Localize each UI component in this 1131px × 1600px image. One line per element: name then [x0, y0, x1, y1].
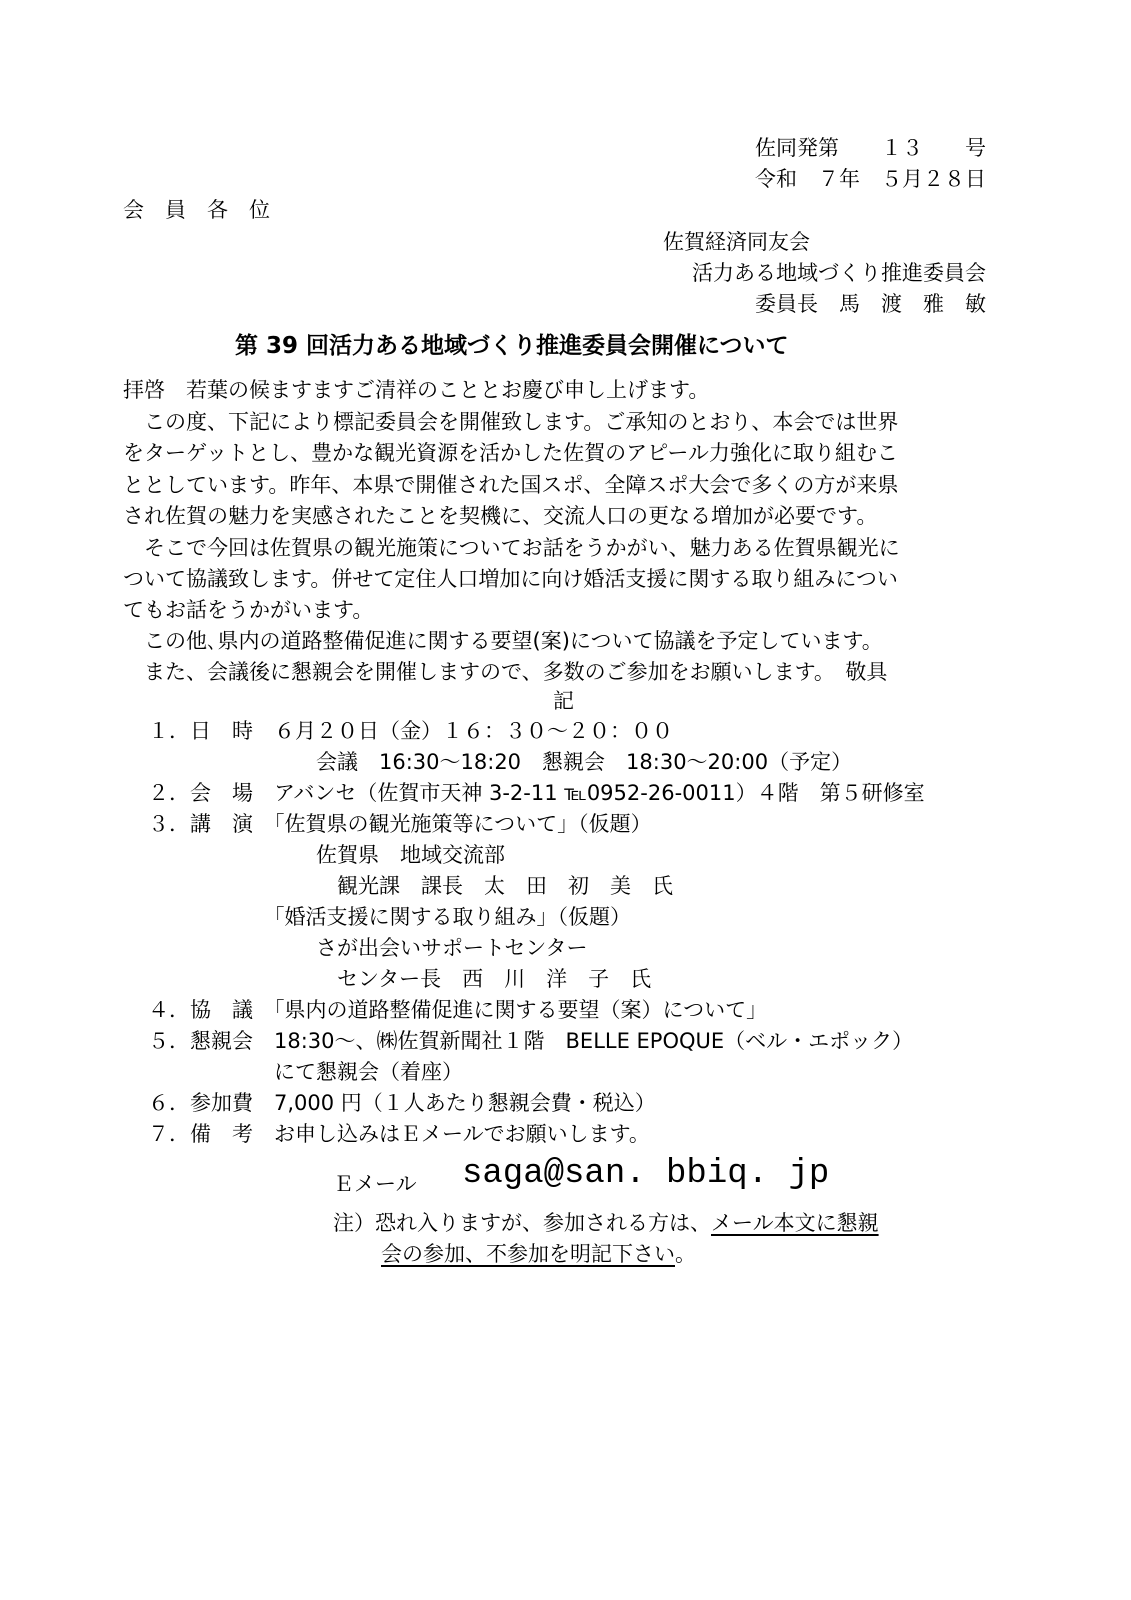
- addressee: 会 員 各 位: [123, 198, 270, 222]
- list-item: センター長 西 川 洋 子 氏: [148, 967, 652, 991]
- list-item: さが出会いサポートセンター: [148, 936, 588, 960]
- ki-heading: 記: [553, 689, 574, 713]
- note-suffix: 。: [675, 1242, 696, 1266]
- sender-chair: 委員長 馬 渡 雅 敏: [755, 292, 986, 316]
- list-item: ６．参加費 7,000 円（１人あたり懇親会費・税込）: [148, 1091, 656, 1115]
- body-line: 拝啓 若葉の候ますますご清祥のこととお慶び申し上げます。: [123, 378, 710, 402]
- list-item: 佐賀県 地域交流部: [148, 843, 505, 867]
- list-item: ７．備 考 お申し込みはＥメールでお願いします。: [148, 1122, 650, 1146]
- body-line: また、会議後に懇親会を開催しますので、多数のご参加をお願いします。 敬具: [123, 660, 888, 684]
- body-line: この他､県内の道路整備促進に関する要望(案)について協議を予定しています。: [123, 629, 883, 653]
- note-underlined-1: メール本文に懇親: [711, 1211, 879, 1235]
- body-line: この度、下記により標記委員会を開催致します。ご承知のとおり、本会では世界: [123, 410, 899, 434]
- document-date: 令和 ７年 ５月２８日: [755, 167, 986, 191]
- body-line: をターゲットとし、豊かな観光資源を活かした佐賀のアピール力強化に取り組むこ: [123, 441, 898, 465]
- note-line-2: [381, 1238, 696, 1270]
- body-line: てもお話をうかがいます。: [123, 598, 374, 622]
- list-item: ３．講 演 「佐賀県の観光施策等について」（仮題）: [148, 812, 652, 836]
- sender-organization: 佐賀経済同友会: [663, 230, 810, 254]
- list-item: 観光課 課長 太 田 初 美 氏: [148, 874, 673, 898]
- page-title: 第 39 回活力ある地域づくり推進委員会開催について: [235, 333, 789, 359]
- document-number: 佐同発第 １３ 号: [755, 136, 986, 160]
- email-address[interactable]: saga@san. bbiq. jp: [462, 1155, 830, 1193]
- body-line: ととしています。昨年、本県で開催された国スポ、全障スポ大会で多くの方が来県: [123, 473, 899, 497]
- list-item: １．日 時 ６月２０日（金）１６：３０～２０：００: [148, 719, 673, 743]
- body-line: され佐賀の魅力を実感されたことを契機に、交流人口の更なる増加が必要です。: [123, 504, 878, 528]
- email-label: Ｅメール: [333, 1172, 417, 1196]
- list-item: ２．会 場 アバンセ（佐賀市天神 3-2-11 ℡0952-26-0011）４階 第５研修室: [148, 781, 925, 805]
- body-line: ついて協議致します。併せて定住人口増加に向け婚活支援に関する取り組みについ: [123, 567, 898, 591]
- list-item: ４．協 議 「県内の道路整備促進に関する要望（案）について」: [148, 998, 768, 1022]
- sender-committee: 活力ある地域づくり推進委員会: [692, 261, 986, 285]
- body-line: そこで今回は佐賀県の観光施策についてお話をうかがい、魅力ある佐賀県観光に: [123, 536, 900, 560]
- list-item: にて懇親会（着座）: [148, 1060, 463, 1084]
- list-item: 会議 16:30～18:20 懇親会 18:30～20:00（予定）: [148, 750, 853, 774]
- list-item: ５．懇親会 18:30～、㈱佐賀新聞社１階 BELLE EPOQUE（ベル・エポック）: [148, 1029, 914, 1053]
- list-item: 「婚活支援に関する取り組み」（仮題）: [148, 905, 631, 929]
- note-line-1: [333, 1207, 879, 1239]
- note-underlined-2: 会の参加、不参加を明記下さい: [381, 1242, 675, 1266]
- note-prefix: 注）恐れ入りますが、参加される方は、: [333, 1211, 711, 1235]
